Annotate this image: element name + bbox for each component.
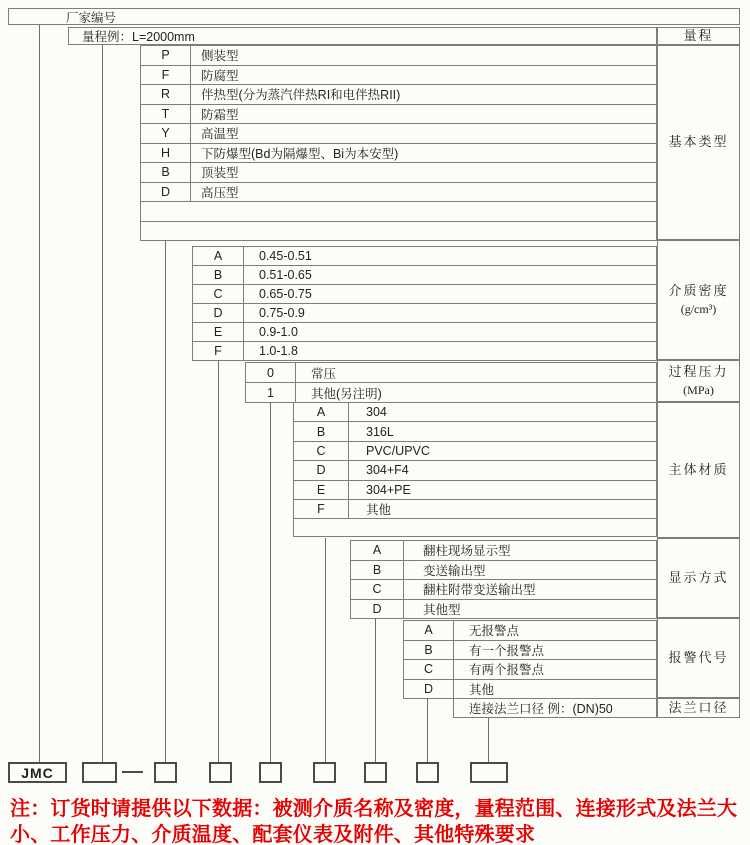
code-cell: B xyxy=(193,266,244,284)
code-cell: F xyxy=(193,342,244,360)
desc-cell: 变送输出型 xyxy=(423,563,486,578)
code-cell: A xyxy=(294,403,349,421)
code-cell: P xyxy=(141,46,191,65)
table-row xyxy=(351,561,656,581)
label-alarm: 报警代号 xyxy=(657,618,740,698)
table-row xyxy=(246,363,656,383)
desc-cell: 0.9-1.0 xyxy=(259,325,298,339)
table-row xyxy=(294,442,656,461)
code-cell: C xyxy=(404,660,454,679)
desc-cell: 1.0-1.8 xyxy=(259,344,298,358)
table-row xyxy=(404,621,656,641)
connector-line xyxy=(39,25,40,762)
order-code-box-alarm xyxy=(416,762,439,783)
connector-line xyxy=(375,618,376,762)
code-cell: E xyxy=(294,481,349,499)
table-row xyxy=(294,403,656,422)
alarm-table xyxy=(403,620,657,699)
basic-type-table xyxy=(140,45,657,241)
desc-cell: 常压 xyxy=(311,366,337,381)
code-cell: D xyxy=(141,183,191,202)
table-row xyxy=(294,481,656,500)
code-cell: F xyxy=(141,66,191,85)
order-code-box-density xyxy=(209,762,232,783)
desc-cell: 0.45-0.51 xyxy=(259,249,312,263)
label-display-mode: 显示方式 xyxy=(657,538,740,618)
table-row xyxy=(141,183,656,203)
empty-row xyxy=(141,222,656,242)
table-row xyxy=(141,46,656,66)
desc-cell: 侧装型 xyxy=(201,49,239,64)
desc-cell: 翻柱现场显示型 xyxy=(423,544,511,559)
desc-cell: 有一个报警点 xyxy=(469,643,545,658)
table-row xyxy=(141,105,656,125)
code-cell: A xyxy=(404,621,454,640)
table-row xyxy=(141,85,656,105)
order-code-box-basic-type xyxy=(154,762,177,783)
flange-row xyxy=(453,698,657,718)
code-cell: B xyxy=(351,561,404,580)
desc-cell: 无报警点 xyxy=(469,624,520,639)
label-pressure: 过程压力 (MPa) xyxy=(657,360,740,402)
label-density: 介质密度 (g/cm³) xyxy=(657,240,740,360)
connector-line xyxy=(270,402,271,762)
desc-cell: 304+PE xyxy=(366,482,411,497)
code-cell: D xyxy=(193,304,244,322)
table-row xyxy=(351,580,656,600)
code-cell: E xyxy=(193,323,244,341)
desc-cell: 伴热型(分为蒸汽伴热RI和电伴热RII) xyxy=(201,88,401,103)
desc-cell: 其他(另注明) xyxy=(311,386,382,401)
code-cell: Y xyxy=(141,124,191,143)
desc-cell: 0.75-0.9 xyxy=(259,306,305,320)
pressure-table xyxy=(245,362,657,403)
code-cell: A xyxy=(351,541,404,560)
table-row xyxy=(351,541,656,561)
table-row xyxy=(193,323,656,342)
display-mode-table xyxy=(350,540,657,619)
label-material: 主体材质 xyxy=(657,402,740,538)
connector-line xyxy=(165,240,166,762)
code-cell: D xyxy=(404,680,454,699)
desc-cell: 316L xyxy=(366,424,394,439)
code-cell: B xyxy=(404,641,454,660)
code-cell: 1 xyxy=(246,383,296,402)
desc-cell: 其他 xyxy=(469,682,495,697)
table-row xyxy=(141,144,656,164)
label-range: 量程 xyxy=(657,27,740,45)
code-cell: C xyxy=(351,580,404,599)
code-cell: F xyxy=(294,500,349,518)
order-code-box-pressure xyxy=(259,762,282,783)
desc-cell: 高压型 xyxy=(201,185,239,200)
table-row xyxy=(404,680,656,700)
empty-row xyxy=(141,202,656,222)
code-cell: R xyxy=(141,85,191,104)
code-cell: A xyxy=(193,247,244,265)
table-row xyxy=(404,641,656,661)
order-code-box-flange xyxy=(470,762,508,783)
manufacturer-code-label: 厂家编号 xyxy=(66,10,117,25)
table-row xyxy=(193,342,656,361)
code-cell: C xyxy=(193,285,244,303)
table-row xyxy=(294,500,656,519)
table-row xyxy=(141,124,656,144)
table-row xyxy=(351,600,656,620)
desc-cell: 防霜型 xyxy=(201,107,239,122)
connector-line xyxy=(325,538,326,762)
desc-cell: 顶装型 xyxy=(201,166,239,181)
code-cell: 0 xyxy=(246,363,296,382)
code-cell: H xyxy=(141,144,191,163)
code-cell: B xyxy=(294,422,349,440)
dash-separator xyxy=(122,771,143,773)
code-cell: D xyxy=(294,461,349,479)
desc-cell: 有两个报警点 xyxy=(469,663,545,678)
desc-cell: 其他型 xyxy=(423,602,461,617)
order-code-box-display xyxy=(364,762,387,783)
empty-row xyxy=(294,519,656,537)
table-row xyxy=(246,383,656,403)
desc-cell: 其他 xyxy=(366,503,392,518)
desc-cell: 304+F4 xyxy=(366,463,409,478)
manufacturer-code-box xyxy=(8,8,740,25)
desc-cell: 0.51-0.65 xyxy=(259,268,312,282)
table-row xyxy=(193,304,656,323)
table-row xyxy=(141,66,656,86)
label-basic-type: 基本类型 xyxy=(657,45,740,240)
desc-cell: 防腐型 xyxy=(201,68,239,83)
table-row xyxy=(294,422,656,441)
connector-line xyxy=(427,698,428,762)
desc-cell: 304 xyxy=(366,405,387,420)
table-row xyxy=(193,247,656,266)
code-cell: C xyxy=(294,442,349,460)
range-example-row xyxy=(68,27,657,45)
connector-line xyxy=(102,45,103,762)
label-flange: 法兰口径 xyxy=(657,698,740,718)
table-row xyxy=(294,461,656,480)
code-cell: D xyxy=(351,600,404,619)
connector-line xyxy=(218,360,219,762)
table-row xyxy=(193,285,656,304)
order-code-box-material xyxy=(313,762,336,783)
desc-cell: 下防爆型(Bd为隔爆型、Bi为本安型) xyxy=(201,146,399,161)
desc-cell: 0.65-0.75 xyxy=(259,287,312,301)
flange-example-text: 连接法兰口径 例：(DN)50 xyxy=(469,702,613,716)
connector-line xyxy=(488,718,489,762)
table-row xyxy=(193,266,656,285)
code-cell: T xyxy=(141,105,191,124)
desc-cell: 高温型 xyxy=(201,127,239,142)
order-note-text: 注：订货时请提供以下数据：被测介质名称及密度，量程范围、连接形式及法兰大小、工作压力、介质温度、配套仪表及附件、其他特殊要求 xyxy=(10,798,738,845)
desc-cell: 翻柱附带变送输出型 xyxy=(423,583,536,598)
table-row xyxy=(141,163,656,183)
desc-cell: PVC/UPVC xyxy=(366,443,430,458)
density-table xyxy=(192,246,657,361)
table-row xyxy=(404,660,656,680)
material-table xyxy=(293,402,657,537)
order-code-box-range xyxy=(82,762,117,783)
range-example-text: 量程例：L=2000mm xyxy=(82,30,195,44)
model-prefix-box: JMC xyxy=(8,762,67,783)
code-cell: B xyxy=(141,163,191,182)
